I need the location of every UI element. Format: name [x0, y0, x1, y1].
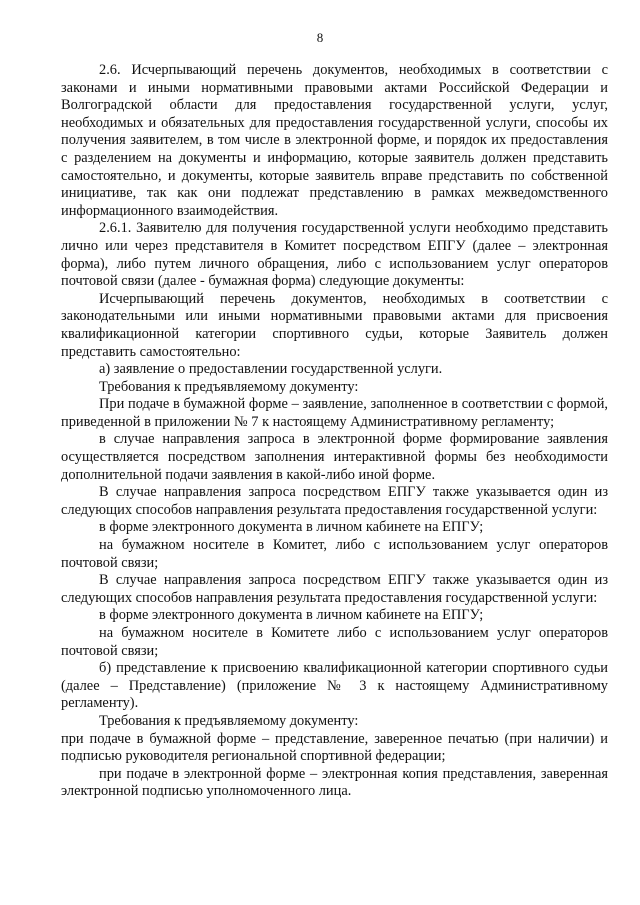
page-number: 8 [316, 30, 324, 45]
paragraph-electronic-submission: при подаче в электронной форме – электронная копия представления, заверенная электронной подписью уполномоченного лица. [61, 765, 608, 800]
paragraph-epgu-methods: В случае направления запроса посредством ЕПГУ также указывается один из следующих способов направления результата предоставления государственной услуги: [61, 484, 608, 518]
paragraph-document-list-intro: Исчерпывающий перечень документов, необходимых в соответствии с законодательными или иными нормативными правовыми актами для присвоения квалификационной категории спортивного судьи, которые Заявитель должен представить самостоятельно: [61, 290, 608, 360]
paragraph-epgu-cabinet: в форме электронного документа в личном кабинете на ЕПГУ; [99, 519, 484, 536]
paragraph-epgu-cabinet-repeat: в форме электронного документа в личном кабинете на ЕПГУ; [99, 607, 484, 624]
paragraph-requirements-heading: Требования к предъявляемому документу: [99, 378, 359, 395]
paragraph-paper-carrier: на бумажном носителе в Комитет, либо с использованием услуг операторов почтовой связи; [61, 537, 608, 571]
paragraph-epgu-methods-repeat: В случае направления запроса посредством ЕПГУ также указывается один из следующих способов направления результата предоставления государственной услуги: [61, 572, 608, 606]
paragraph-2-6-1: 2.6.1. Заявителю для получения государственной услуги необходимо представить лично или через представителя в Комитет посредством ЕПГУ (далее – электронная форма), либо путем личного обращения, либо с использованием услуг операторов почтовой связи (далее - бумажная форма) следующие документы: [61, 220, 608, 290]
paragraph-electronic-form: в случае направления запроса в электронной форме формирование заявления осуществляется посредством заполнения интерактивной формы без необходимости дополнительной подачи заявления в какой-либо иной форме. [61, 431, 608, 483]
paragraph-paper-carrier-repeat: на бумажном носителе в Комитете либо с использованием услуг операторов почтовой связи; [61, 625, 608, 659]
paragraph-item-b: б) представление к присвоению квалификационной категории спортивного судьи (далее – Представление) (приложение № 3 к настоящему Административному регламенту). [61, 660, 608, 712]
paragraph-paper-submission: при подаче в бумажной форме – представление, заверенное печатью (при наличии) и подписью руководителя региональной спортивной федерации; [61, 730, 608, 765]
paragraph-item-a: а) заявление о предоставлении государственной услуги. [99, 361, 443, 378]
paragraph-requirements-heading-2: Требования к предъявляемому документу: [99, 712, 359, 729]
paragraph-paper-form: При подаче в бумажной форме – заявление, заполненное в соответствии с формой, приведенной в приложении № 7 к настоящему Административному регламенту; [61, 396, 608, 430]
paragraph-2-6: 2.6. Исчерпывающий перечень документов, необходимых в соответствии с законами и иными нормативными правовыми актами Российской Федерации и Волгоградской области для предоставления государственной услуги, услуг, необходимых и обязательных для предоставления государственной услуги, способы их получения заявителем, в том числе в электронной форме, и порядок их предоставления с разделением на документы и информацию, которые заявитель должен представить самостоятельно, и документы, которые заявитель вправе представить по собственной инициативе, так как они подлежат представлению в рамках межведомственного информационного взаимодействия. [61, 62, 608, 219]
document-body [61, 62, 608, 801]
